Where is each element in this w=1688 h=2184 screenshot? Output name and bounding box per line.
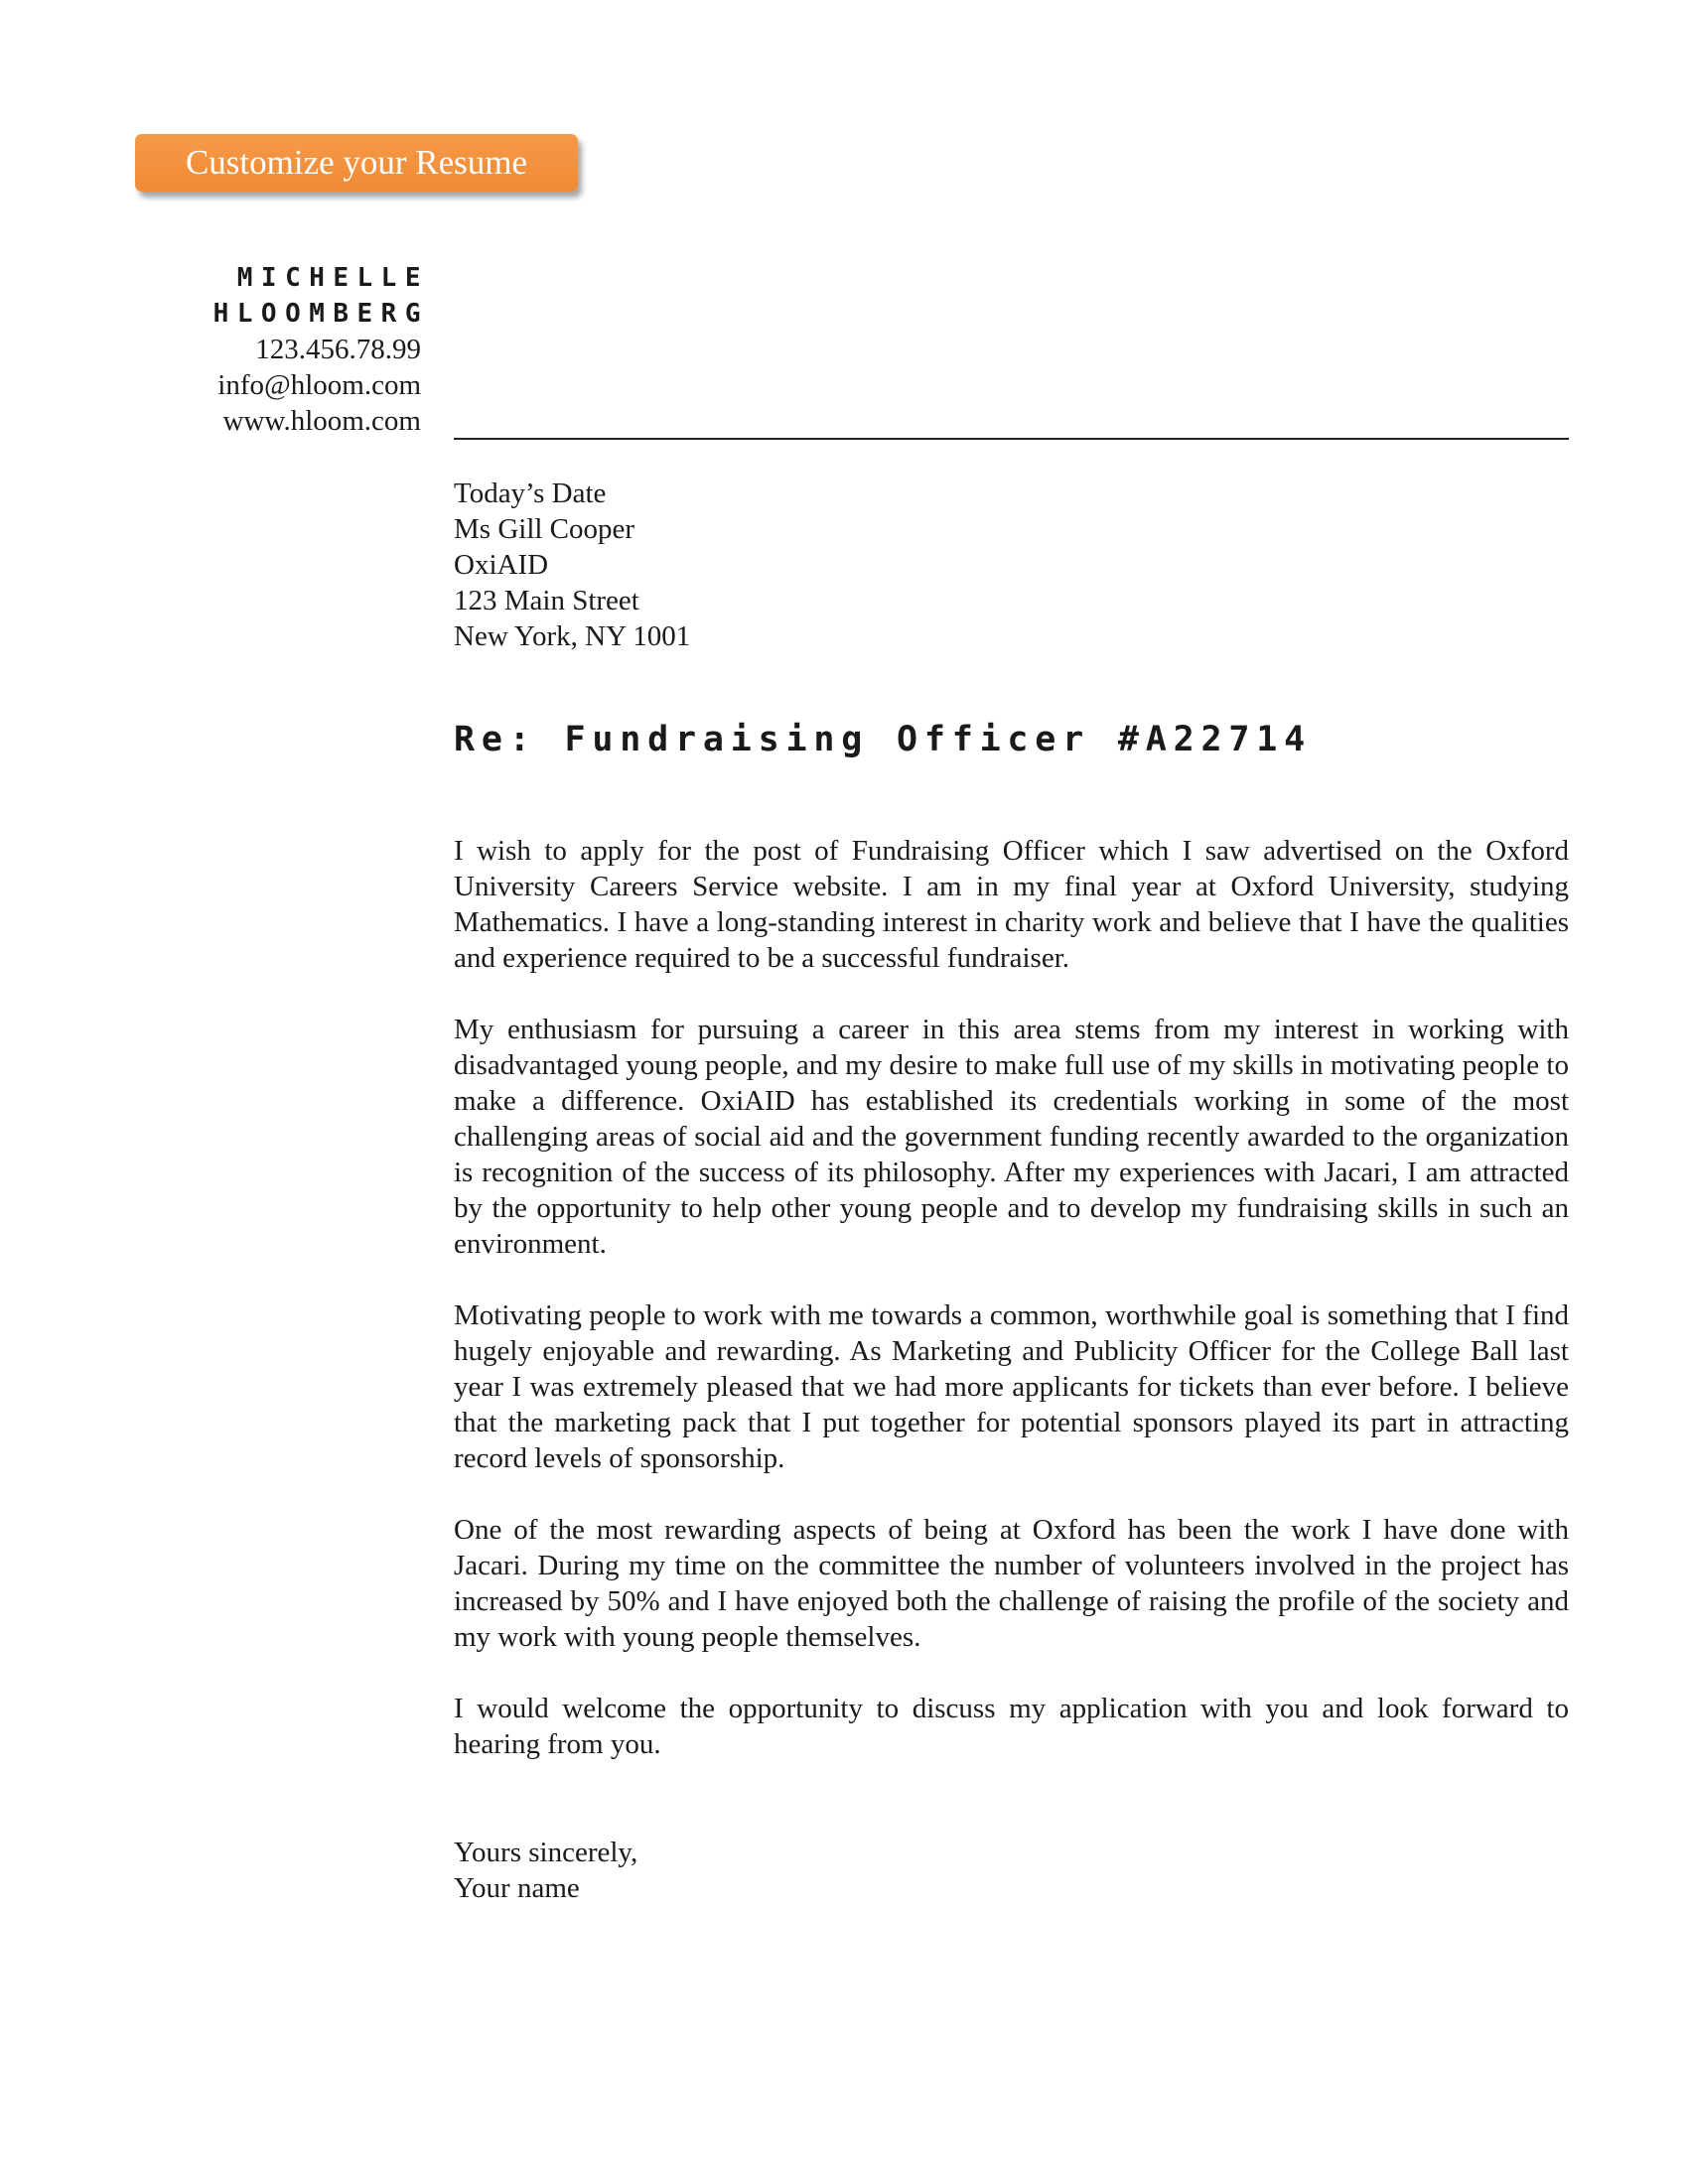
- sender-first-name: MICHELLE: [236, 263, 429, 293]
- recipient-street: 123 Main Street: [454, 585, 639, 616]
- paragraph-4: One of the most rewarding aspects of being at Oxford has been the work I have done with Jacari. During my time on the committee the number of volunteers involved in the project has increased by 50% and I have enjoyed both the challenge of raising the profile of the society and my work with young people themselves.: [454, 1514, 1569, 1653]
- recipient-company: OxiAID: [454, 549, 549, 581]
- sender-website[interactable]: www.hloom.com: [222, 405, 421, 437]
- header-divider: [454, 438, 1569, 440]
- recipient-city: New York, NY 1001: [454, 620, 691, 652]
- letter-body: [454, 476, 1569, 1906]
- paragraph-1: I wish to apply for the post of Fundraising Officer which I saw advertised on the Oxford University Careers Service website. I am in my final year at Oxford University, studying Mathematics. I have a long-standing interest in charity work and believe that I have the qualities and experience required to be a successful fundraiser.: [454, 835, 1569, 974]
- paragraph-3: Motivating people to work with me towards a common, worthwhile goal is something that I find hugely enjoyable and rewarding. As Marketing and Publicity Officer for the College Ball last year I was extremely pleased that we had more applicants for tickets than ever before. I believe that the marketing pack that I put together for potential sponsors played its part in attracting record levels of sponsorship.: [454, 1299, 1569, 1474]
- sender-last-name: HLOOMBERG: [212, 299, 429, 329]
- closing-salutation: Yours sincerely,: [454, 1837, 638, 1868]
- closing-block: [454, 1835, 1569, 1906]
- subject-line: Re: Fundraising Officer #A22714: [454, 720, 1313, 759]
- letter-paragraphs: [454, 833, 1569, 1762]
- sender-block: [149, 260, 429, 439]
- sender-email[interactable]: info@hloom.com: [217, 369, 421, 401]
- recipient-block: [454, 476, 1569, 654]
- recipient-name: Ms Gill Cooper: [454, 513, 635, 545]
- paragraph-2: My enthusiasm for pursuing a career in this area stems from my interest in working with disadvantaged young people, and my desire to make full use of my skills in motivating people to make a difference. OxiAID has established its credentials working in some of the most challenging areas of social aid and the government funding recently awarded to the organization is recognition of the success of its philosophy. After my experiences with Jacari, I am attracted by the opportunity to help other young people and to develop my fundraising skills in such an environment.: [454, 1014, 1569, 1260]
- paragraph-5: I would welcome the opportunity to discuss my application with you and look forward to hearing from you.: [454, 1693, 1569, 1760]
- letter-date: Today’s Date: [454, 478, 607, 509]
- customize-resume-button[interactable]: Customize your Resume: [135, 134, 578, 192]
- closing-signature: Your name: [454, 1872, 580, 1904]
- sender-phone: 123.456.78.99: [255, 334, 421, 365]
